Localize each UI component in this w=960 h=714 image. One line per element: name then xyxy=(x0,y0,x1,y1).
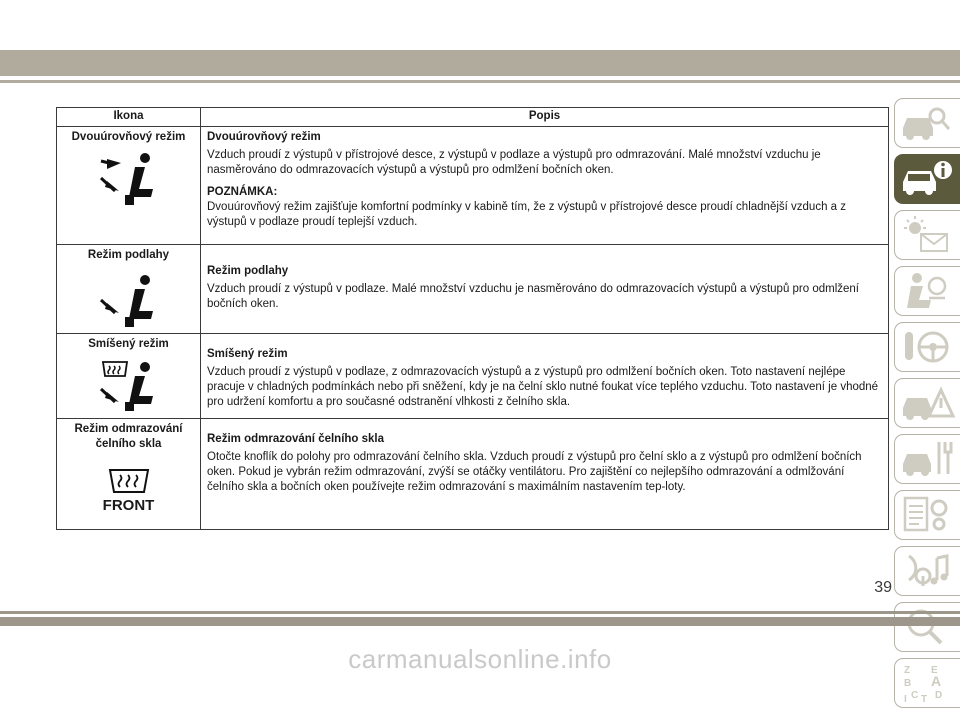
note-text: Dvouúrovňový režim zajišťuje komfortní podmínky v kabině tím, že z výstupů v přístrojové desce proudí chladnější vzduch a z výstupů v podlaze proudí teplejší vzduch. xyxy=(207,201,847,228)
warning-light-mail-icon xyxy=(899,214,955,256)
car-info-icon xyxy=(899,158,955,200)
tab-starting-driving[interactable] xyxy=(894,322,960,372)
steering-key-icon xyxy=(899,326,955,368)
tab-servicing[interactable] xyxy=(894,434,960,484)
floor-airflow-icon xyxy=(99,273,159,329)
mode-title: Dvouúrovňový režim xyxy=(207,131,321,143)
icon-cell xyxy=(57,127,201,245)
tab-car-search[interactable] xyxy=(894,98,960,148)
tab-car-info[interactable] xyxy=(894,154,960,204)
icon-label: Režim odmrazování xyxy=(74,423,183,435)
icon-label: Režim podlahy xyxy=(87,249,170,261)
footer-rule xyxy=(0,611,960,614)
mode-description: Vzduch proudí z výstupů v podlaze, z odmrazovacích výstupů a z výstupů pro odmlžení bočních oken. Toto nastavení nejlépe pracuje v chladných podmínkách nebo při sněžení, kdy je na čelní sklo nutné foukat více teplého vzduchu. Toto nastavení je vhodné pro udržení komfortu a pro současné odstranění vlhkosti z čelního skla. xyxy=(207,366,879,408)
description-cell xyxy=(201,334,889,419)
car-search-icon xyxy=(899,102,955,144)
icon-cell xyxy=(57,334,201,419)
mode-description: Vzduch proudí z výstupů v podlaze. Malé množství vzduchu je nasměrováno do odmrazovacích výstupů a výstupů pro odmlžení bočních oken. xyxy=(207,283,860,310)
icon-label: Smíšený režim xyxy=(88,338,169,350)
car-tools-icon xyxy=(899,438,955,480)
index-letter: C xyxy=(911,690,919,701)
bilevel-airflow-icon xyxy=(99,151,159,207)
tab-warning-lights[interactable] xyxy=(894,210,960,260)
header-rule xyxy=(0,80,960,83)
settings-list-icon xyxy=(899,494,955,536)
header-band xyxy=(0,50,960,76)
index-letter: D xyxy=(935,690,943,701)
tab-multimedia[interactable] xyxy=(894,546,960,596)
front-caption: FRONT xyxy=(102,497,155,514)
icon-label: čelního skla xyxy=(95,438,162,450)
front-defrost-icon xyxy=(104,466,154,496)
watermark: carmanualsonline.info xyxy=(348,644,612,674)
icon-label: Dvouúrovňový režim xyxy=(71,131,186,143)
table-row xyxy=(57,419,889,530)
table-row xyxy=(57,245,889,334)
description-cell xyxy=(201,419,889,530)
tab-safety[interactable] xyxy=(894,266,960,316)
index-letter: B xyxy=(904,678,912,689)
icon-cell xyxy=(57,245,201,334)
tab-emergency[interactable] xyxy=(894,378,960,428)
car-warning-triangle-icon xyxy=(899,382,955,424)
mode-description: Vzduch proudí z výstupů v přístrojové desce, z výstupů v podlaze a výstupů pro odmrazování. Malé množství vzduchu je nasměrováno do odmrazovacích výstupů a výstupů pro odmlžení bočních oken. xyxy=(207,149,821,176)
tab-technical-data[interactable] xyxy=(894,490,960,540)
description-cell xyxy=(201,127,889,245)
page-number: 39 xyxy=(874,579,892,596)
index-letter: A xyxy=(931,673,942,689)
airflow-modes-table xyxy=(56,107,889,530)
note-title: POZNÁMKA: xyxy=(207,186,278,198)
description-cell xyxy=(201,245,889,334)
mix-airflow-icon xyxy=(99,358,159,412)
airbag-person-icon xyxy=(899,270,955,312)
mode-title: Smíšený režim xyxy=(207,348,288,360)
table-header-row xyxy=(57,108,889,127)
index-letter: Z xyxy=(904,665,911,676)
column-header-description: Popis xyxy=(201,108,889,127)
icon-cell xyxy=(57,419,201,530)
index-letter: T xyxy=(921,694,928,705)
multimedia-music-icon xyxy=(899,550,955,592)
index-letter: E xyxy=(931,665,938,676)
footer-band xyxy=(0,617,960,626)
mode-description: Otočte knoflík do polohy pro odmrazování čelního skla. Vzduch proudí z výstupů pro čelní sklo a z výstupů pro odmlžení bočních oken. Pokud je vybrán režim odmrazování, zvýší se otáčky ventilátoru. Pro zajištění co nejlepšího odmrazování a odmlžování čelního skla a bočních oken používejte režim odmrazování s maximálním nastavením tep-loty. xyxy=(207,451,862,493)
table-row xyxy=(57,127,889,245)
mode-title: Režim podlahy xyxy=(207,265,289,277)
column-header-icon: Ikona xyxy=(57,108,201,127)
table-row xyxy=(57,334,889,419)
index-letter: I xyxy=(904,694,907,705)
mode-title: Režim odmrazování čelního skla xyxy=(207,433,385,445)
